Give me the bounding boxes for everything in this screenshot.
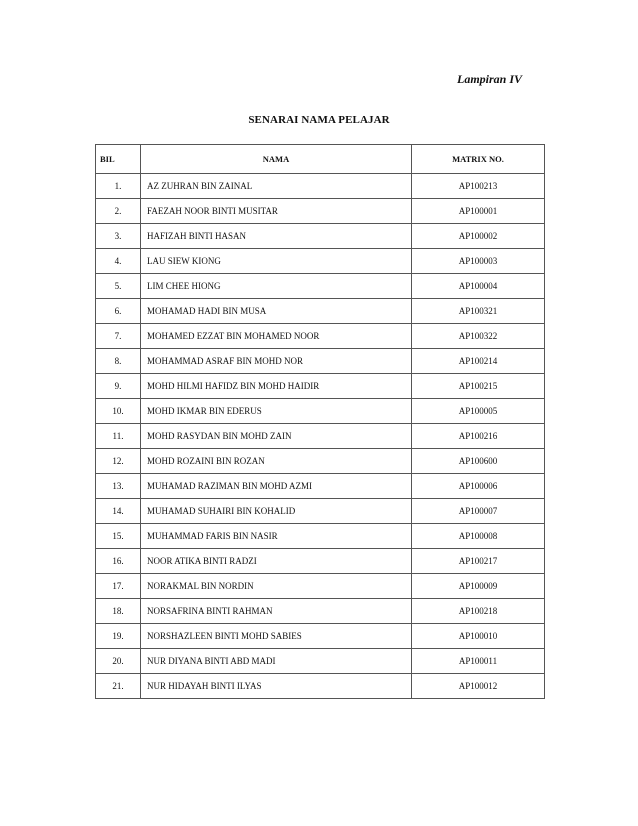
matrix-number-cell: AP100005 [412, 399, 545, 424]
row-number-cell: 4. [96, 249, 141, 274]
table-body [96, 174, 545, 699]
matrix-number-cell: AP100007 [412, 499, 545, 524]
student-name-cell: MUHAMMAD FARIS BIN NASIR [141, 524, 412, 549]
student-list-table [95, 144, 545, 699]
matrix-number-cell: AP100004 [412, 274, 545, 299]
table-header-row [96, 145, 545, 174]
table-row [96, 399, 545, 424]
row-number-cell: 15. [96, 524, 141, 549]
table-row [96, 374, 545, 399]
table-row [96, 199, 545, 224]
row-number-cell: 10. [96, 399, 141, 424]
matrix-number-cell: AP100002 [412, 224, 545, 249]
row-number-cell: 21. [96, 674, 141, 699]
table-row [96, 599, 545, 624]
table-row [96, 299, 545, 324]
student-name-cell: MUHAMAD RAZIMAN BIN MOHD AZMI [141, 474, 412, 499]
row-number-cell: 3. [96, 224, 141, 249]
matrix-number-cell: AP100012 [412, 674, 545, 699]
row-number-cell: 19. [96, 624, 141, 649]
table-row [96, 174, 545, 199]
student-name-cell: FAEZAH NOOR BINTI MUSITAR [141, 199, 412, 224]
student-name-cell: NUR HIDAYAH BINTI ILYAS [141, 674, 412, 699]
column-header-matrix: MATRIX NO. [412, 145, 545, 174]
matrix-number-cell: AP100008 [412, 524, 545, 549]
student-name-cell: MOHD HILMI HAFIDZ BIN MOHD HAIDIR [141, 374, 412, 399]
matrix-number-cell: AP100600 [412, 449, 545, 474]
table-row [96, 499, 545, 524]
table-row [96, 624, 545, 649]
table-row [96, 674, 545, 699]
student-name-cell: MUHAMAD SUHAIRI BIN KOHALID [141, 499, 412, 524]
table-row [96, 224, 545, 249]
document-title: SENARAI NAMA PELAJAR [248, 114, 390, 126]
table-row [96, 449, 545, 474]
matrix-number-cell: AP100213 [412, 174, 545, 199]
row-number-cell: 17. [96, 574, 141, 599]
student-name-cell: NORSHAZLEEN BINTI MOHD SABIES [141, 624, 412, 649]
matrix-number-cell: AP100001 [412, 199, 545, 224]
matrix-number-cell: AP100009 [412, 574, 545, 599]
row-number-cell: 9. [96, 374, 141, 399]
table-header [96, 145, 545, 174]
row-number-cell: 20. [96, 649, 141, 674]
table-row [96, 474, 545, 499]
row-number-cell: 13. [96, 474, 141, 499]
row-number-cell: 12. [96, 449, 141, 474]
table-row [96, 349, 545, 374]
table-row [96, 324, 545, 349]
table-row [96, 424, 545, 449]
matrix-number-cell: AP100217 [412, 549, 545, 574]
student-name-cell: LAU SIEW KIONG [141, 249, 412, 274]
table-row [96, 274, 545, 299]
table-row [96, 649, 545, 674]
row-number-cell: 18. [96, 599, 141, 624]
student-name-cell: MOHD RASYDAN BIN MOHD ZAIN [141, 424, 412, 449]
matrix-number-cell: AP100322 [412, 324, 545, 349]
matrix-number-cell: AP100003 [412, 249, 545, 274]
appendix-label: Lampiran IV [456, 72, 522, 86]
student-name-cell: NORSAFRINA BINTI RAHMAN [141, 599, 412, 624]
student-name-cell: NORAKMAL BIN NORDIN [141, 574, 412, 599]
row-number-cell: 2. [96, 199, 141, 224]
column-header-nama: NAMA [141, 145, 412, 174]
matrix-number-cell: AP100011 [412, 649, 545, 674]
row-number-cell: 5. [96, 274, 141, 299]
matrix-number-cell: AP100010 [412, 624, 545, 649]
student-name-cell: MOHAMAD HADI BIN MUSA [141, 299, 412, 324]
table-row [96, 524, 545, 549]
student-name-cell: LIM CHEE HIONG [141, 274, 412, 299]
student-name-cell: NOOR ATIKA BINTI RADZI [141, 549, 412, 574]
row-number-cell: 16. [96, 549, 141, 574]
student-name-cell: AZ ZUHRAN BIN ZAINAL [141, 174, 412, 199]
student-name-cell: HAFIZAH BINTI HASAN [141, 224, 412, 249]
row-number-cell: 7. [96, 324, 141, 349]
matrix-number-cell: AP100216 [412, 424, 545, 449]
student-name-cell: MOHAMMAD ASRAF BIN MOHD NOR [141, 349, 412, 374]
matrix-number-cell: AP100321 [412, 299, 545, 324]
column-header-bil: BIL [96, 145, 141, 174]
table-row [96, 249, 545, 274]
student-name-cell: MOHD ROZAINI BIN ROZAN [141, 449, 412, 474]
student-name-cell: MOHD IKMAR BIN EDERUS [141, 399, 412, 424]
student-name-cell: MOHAMED EZZAT BIN MOHAMED NOOR [141, 324, 412, 349]
matrix-number-cell: AP100214 [412, 349, 545, 374]
matrix-number-cell: AP100218 [412, 599, 545, 624]
row-number-cell: 14. [96, 499, 141, 524]
row-number-cell: 11. [96, 424, 141, 449]
table-row [96, 549, 545, 574]
table-row [96, 574, 545, 599]
matrix-number-cell: AP100006 [412, 474, 545, 499]
row-number-cell: 6. [96, 299, 141, 324]
student-name-cell: NUR DIYANA BINTI ABD MADI [141, 649, 412, 674]
row-number-cell: 8. [96, 349, 141, 374]
row-number-cell: 1. [96, 174, 141, 199]
matrix-number-cell: AP100215 [412, 374, 545, 399]
